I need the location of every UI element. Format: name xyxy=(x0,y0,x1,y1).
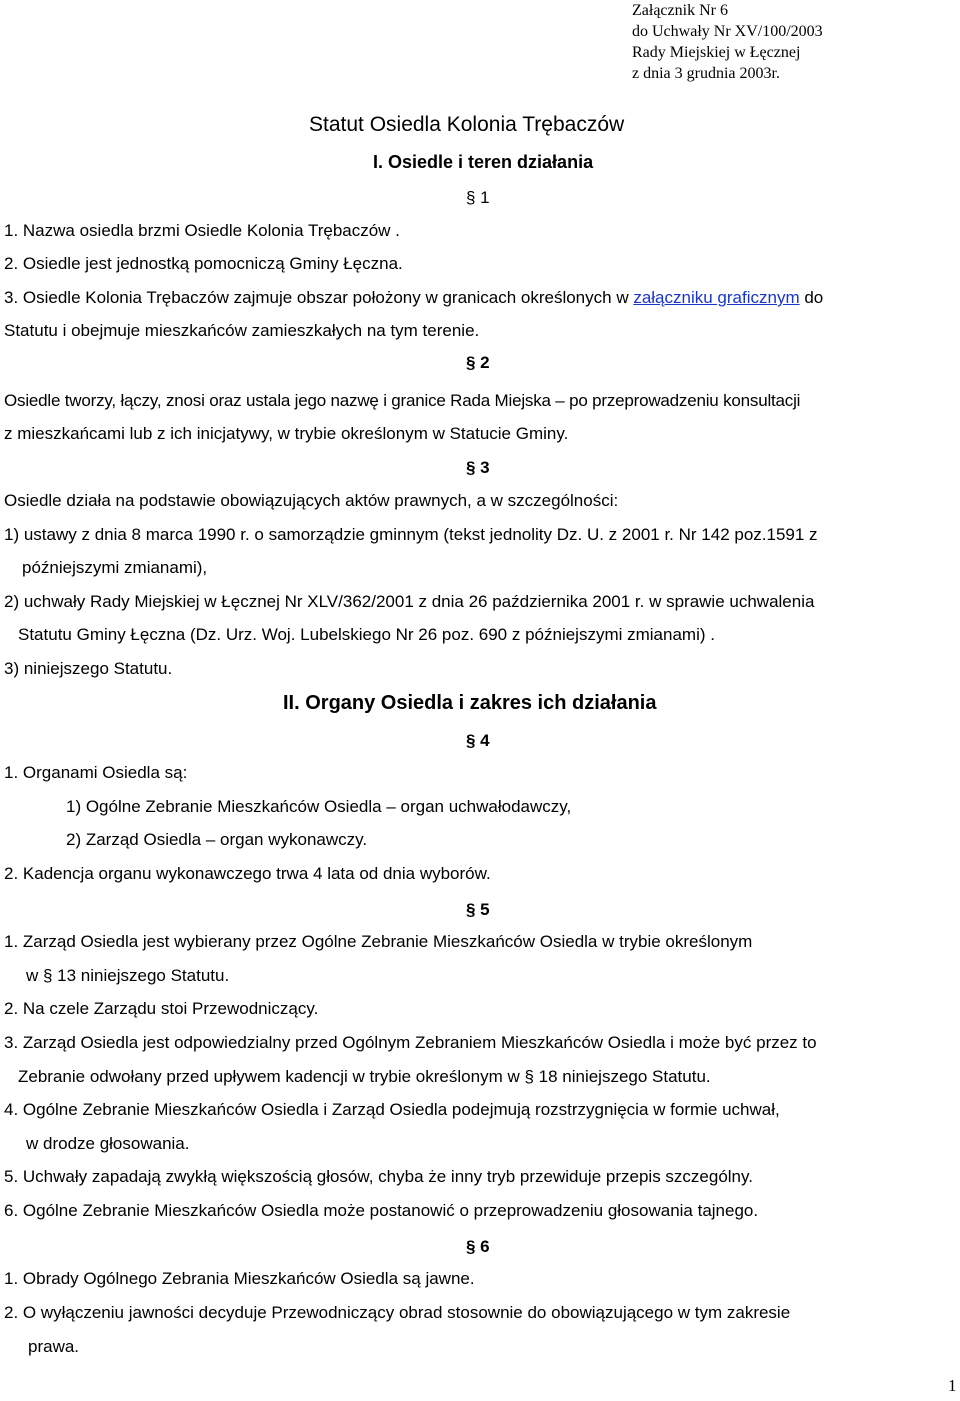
paragraph-line: Osiedle tworzy, łączy, znosi oraz ustala jego nazwę i granice Rada Miejska – po przeprowadzeniu konsultacji xyxy=(4,391,801,410)
paragraph-line xyxy=(4,287,823,309)
paragraph-line: Osiedle działa na podstawie obowiązujących aktów prawnych, a w szczególności: xyxy=(4,491,619,510)
paragraph-line: Zebranie odwołany przed upływem kadencji w trybie określonym w § 18 niniejszego Statutu. xyxy=(18,1067,711,1086)
graphic-annex-link[interactable]: załączniku graficznym xyxy=(633,288,800,307)
annex-header xyxy=(632,0,823,84)
text-segment: 3. Osiedle Kolonia Trębaczów zajmuje obszar położony w granicach określonych w xyxy=(4,288,634,307)
paragraph-line: 5. Uchwały zapadają zwykłą większością głosów, chyba że inny tryb przewiduje przepis szczególny. xyxy=(4,1167,753,1186)
paragraph-line: 1) ustawy z dnia 8 marca 1990 r. o samorządzie gminnym (tekst jednolity Dz. U. z 2001 r. Nr 142 poz.1591 z xyxy=(4,525,818,544)
paragraph-line: prawa. xyxy=(28,1337,80,1356)
paragraph-line: 1. Organami Osiedla są: xyxy=(4,763,188,782)
page-number: 1 xyxy=(948,1376,957,1395)
paragraph-line: 3) niniejszego Statutu. xyxy=(4,659,173,678)
chapter-heading: I. Osiedle i teren działania xyxy=(373,152,594,172)
paragraph-line: 1) Ogólne Zebranie Mieszkańców Osiedla – organ uchwałodawczy, xyxy=(66,797,572,816)
annex-line: do Uchwały Nr XV/100/2003 xyxy=(632,23,823,40)
document-title: Statut Osiedla Kolonia Trębaczów xyxy=(309,113,625,136)
paragraph-line: 1. Nazwa osiedla brzmi Osiedle Kolonia Trębaczów . xyxy=(4,221,400,240)
section-mark: § 3 xyxy=(466,458,490,477)
paragraph-line: 2. O wyłączeniu jawności decyduje Przewodniczący obrad stosownie do obowiązującego w tym zakresie xyxy=(4,1303,791,1322)
annex-line: Rady Miejskiej w Łęcznej xyxy=(632,44,801,61)
paragraph-line: 2) uchwały Rady Miejskiej w Łęcznej Nr XLV/362/2001 z dnia 26 października 2001 r. w sprawie uchwalenia xyxy=(4,592,815,611)
chapter-heading: II. Organy Osiedla i zakres ich działania xyxy=(283,692,657,714)
paragraph-line: w drodze głosowania. xyxy=(26,1134,190,1153)
paragraph-line: 2. Osiedle jest jednostką pomocniczą Gminy Łęczna. xyxy=(4,254,403,273)
section-mark: § 2 xyxy=(466,353,490,372)
section-mark: § 6 xyxy=(466,1237,490,1256)
paragraph-line: 6. Ogólne Zebranie Mieszkańców Osiedla może postanowić o przeprowadzeniu głosowania tajnego. xyxy=(4,1201,759,1220)
paragraph-line: późniejszymi zmianami), xyxy=(22,558,208,577)
paragraph-line: 3. Zarząd Osiedla jest odpowiedzialny przed Ogólnym Zebraniem Mieszkańców Osiedla i może być przez to xyxy=(4,1033,817,1052)
section-mark: § 5 xyxy=(466,900,490,919)
paragraph-line: Statutu Gminy Łęczna (Dz. Urz. Woj. Lubelskiego Nr 26 poz. 690 z późniejszymi zmianami) . xyxy=(18,625,715,644)
paragraph-line: w § 13 niniejszego Statutu. xyxy=(26,966,230,985)
annex-line: Załącznik Nr 6 xyxy=(632,2,728,19)
text-segment: do xyxy=(799,288,824,307)
paragraph-line: 2) Zarząd Osiedla – organ wykonawczy. xyxy=(66,830,368,849)
paragraph-line: Statutu i obejmuje mieszkańców zamieszkałych na tym terenie. xyxy=(4,321,480,340)
section-mark: § 1 xyxy=(466,188,490,207)
section-mark: § 4 xyxy=(466,731,490,750)
paragraph-line: 1. Zarząd Osiedla jest wybierany przez Ogólne Zebranie Mieszkańców Osiedla w trybie określonym xyxy=(4,932,753,951)
paragraph-line: 2. Na czele Zarządu stoi Przewodniczący. xyxy=(4,999,319,1018)
annex-line: z dnia 3 grudnia 2003r. xyxy=(632,65,780,82)
paragraph-line: 2. Kadencja organu wykonawczego trwa 4 lata od dnia wyborów. xyxy=(4,864,491,883)
paragraph-line: 1. Obrady Ogólnego Zebrania Mieszkańców Osiedla są jawne. xyxy=(4,1269,475,1288)
paragraph-line: z mieszkańcami lub z ich inicjatywy, w trybie określonym w Statucie Gminy. xyxy=(4,424,569,443)
paragraph-line: 4. Ogólne Zebranie Mieszkańców Osiedla i Zarząd Osiedla podejmują rozstrzygnięcia w formie uchwał, xyxy=(4,1100,780,1119)
